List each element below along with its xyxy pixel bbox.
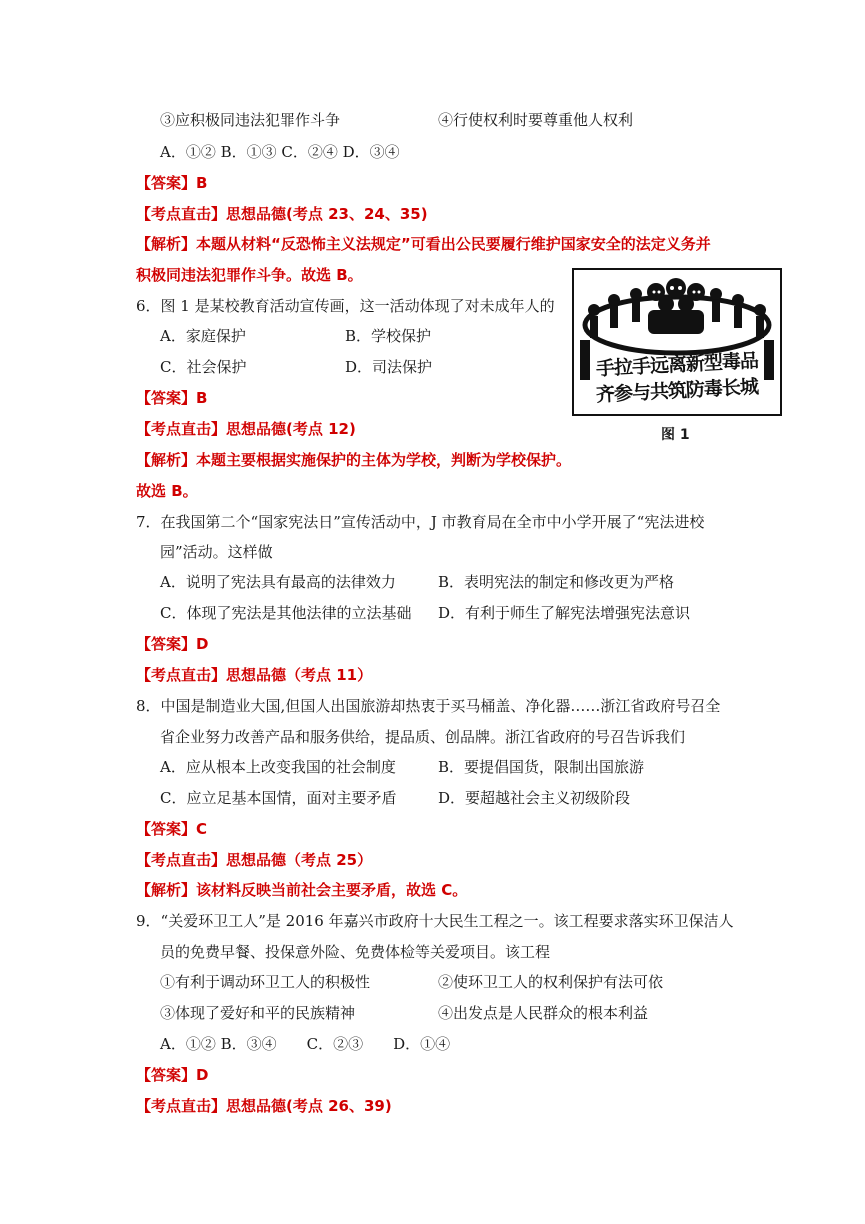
q8-kaodian: 【考点直击】思想品德（考点 25） bbox=[136, 851, 373, 869]
q9-statement-1: ①有利于调动环卫工人的积极性 bbox=[160, 973, 371, 991]
q6-kaodian: 【考点直击】思想品德(考点 12) bbox=[136, 420, 356, 438]
q6-jiexi-line1: 【解析】本题主要根据实施保护的主体为学校，判断为学校保护。 bbox=[136, 451, 572, 469]
q7-kaodian: 【考点直击】思想品德（考点 11） bbox=[136, 666, 373, 684]
q7-stem-line2: 园”活动。这样做 bbox=[160, 543, 273, 561]
q7-option-d: D．有利于师生了解宪法增强宪法意识 bbox=[438, 604, 691, 622]
q5-jiexi-line1: 【解析】本题从材料“反恐怖主义法规定”可看出公民要履行维护国家安全的法定义务并 bbox=[136, 235, 711, 253]
q6-stem: 6．图 1 是某校教育活动宣传画，这一活动体现了对未成年人的 bbox=[136, 297, 555, 315]
q9-options: A．①② B．③④ C．②③ D．①④ bbox=[160, 1035, 451, 1053]
q8-option-a: A．应从根本上改变我国的社会制度 bbox=[160, 758, 396, 776]
q6-answer: 【答案】B bbox=[136, 389, 208, 407]
q5-jiexi-line2: 积极同违法犯罪作斗争。故选 B。 bbox=[136, 266, 363, 284]
q6-option-a: A．家庭保护 bbox=[160, 327, 246, 345]
q7-option-a: A．说明了宪法具有最高的法律效力 bbox=[160, 573, 396, 591]
q9-stem-line1: 9．“关爱环卫工人”是 2016 年嘉兴市政府十大民生工程之一。该工程要求落实环卫保洁人 bbox=[136, 912, 734, 930]
q7-option-b: B．表明宪法的制定和修改更为严格 bbox=[438, 573, 675, 591]
figure-1-poster bbox=[572, 268, 782, 416]
q5-options: A．①② B．①③ C．②④ D．③④ bbox=[160, 143, 400, 161]
q8-option-c: C．应立足基本国情，面对主要矛盾 bbox=[160, 789, 397, 807]
q7-answer: 【答案】D bbox=[136, 635, 209, 653]
q7-stem-line1: 7．在我国第二个“国家宪法日”宣传活动中，J 市教育局在全市中小学开展了“宪法进校 bbox=[136, 513, 705, 531]
q8-answer: 【答案】C bbox=[136, 820, 208, 838]
q7-option-c: C．体现了宪法是其他法律的立法基础 bbox=[160, 604, 412, 622]
q8-stem-line2: 省企业努力改善产品和服务供给，提品质、创品牌。浙江省政府的号召告诉我们 bbox=[160, 728, 686, 746]
q8-stem-line1: 8．中国是制造业大国,但国人出国旅游却热衷于买马桶盖、净化器……浙江省政府号召全 bbox=[136, 697, 721, 715]
q8-option-d: D．要超越社会主义初级阶段 bbox=[438, 789, 631, 807]
q9-stem-line2: 员的免费早餐、投保意外险、免费体检等关爱项目。该工程 bbox=[160, 943, 551, 961]
q6-option-b: B．学校保护 bbox=[345, 327, 432, 345]
poster-slogan-line1: 手拉手远离新型毒品 bbox=[595, 349, 759, 381]
q8-jiexi: 【解析】该材料反映当前社会主要矛盾，故选 C。 bbox=[136, 881, 468, 899]
poster-slogan-line2: 齐参与共筑防毒长城 bbox=[595, 375, 759, 407]
q9-answer: 【答案】D bbox=[136, 1066, 209, 1084]
q5-statement-4: ④行使权利时要尊重他人权利 bbox=[438, 111, 634, 129]
q9-statement-2: ②使环卫工人的权利保护有法可依 bbox=[438, 973, 664, 991]
q9-statement-4: ④出发点是人民群众的根本利益 bbox=[438, 1004, 649, 1022]
q6-option-d: D．司法保护 bbox=[345, 358, 433, 376]
q9-kaodian: 【考点直击】思想品德(考点 26、39) bbox=[136, 1097, 392, 1115]
q5-answer: 【答案】B bbox=[136, 174, 208, 192]
q9-statement-3: ③体现了爱好和平的民族精神 bbox=[160, 1004, 356, 1022]
q5-statement-3: ③应积极同违法犯罪作斗争 bbox=[160, 111, 341, 129]
q5-kaodian: 【考点直击】思想品德(考点 23、24、35) bbox=[136, 205, 428, 223]
figure-1-caption: 图 1 bbox=[661, 427, 690, 443]
q8-option-b: B．要提倡国货，限制出国旅游 bbox=[438, 758, 645, 776]
q6-jiexi-line2: 故选 B。 bbox=[136, 482, 198, 500]
q6-option-c: C．社会保护 bbox=[160, 358, 247, 376]
people-ring-icon bbox=[585, 278, 769, 353]
